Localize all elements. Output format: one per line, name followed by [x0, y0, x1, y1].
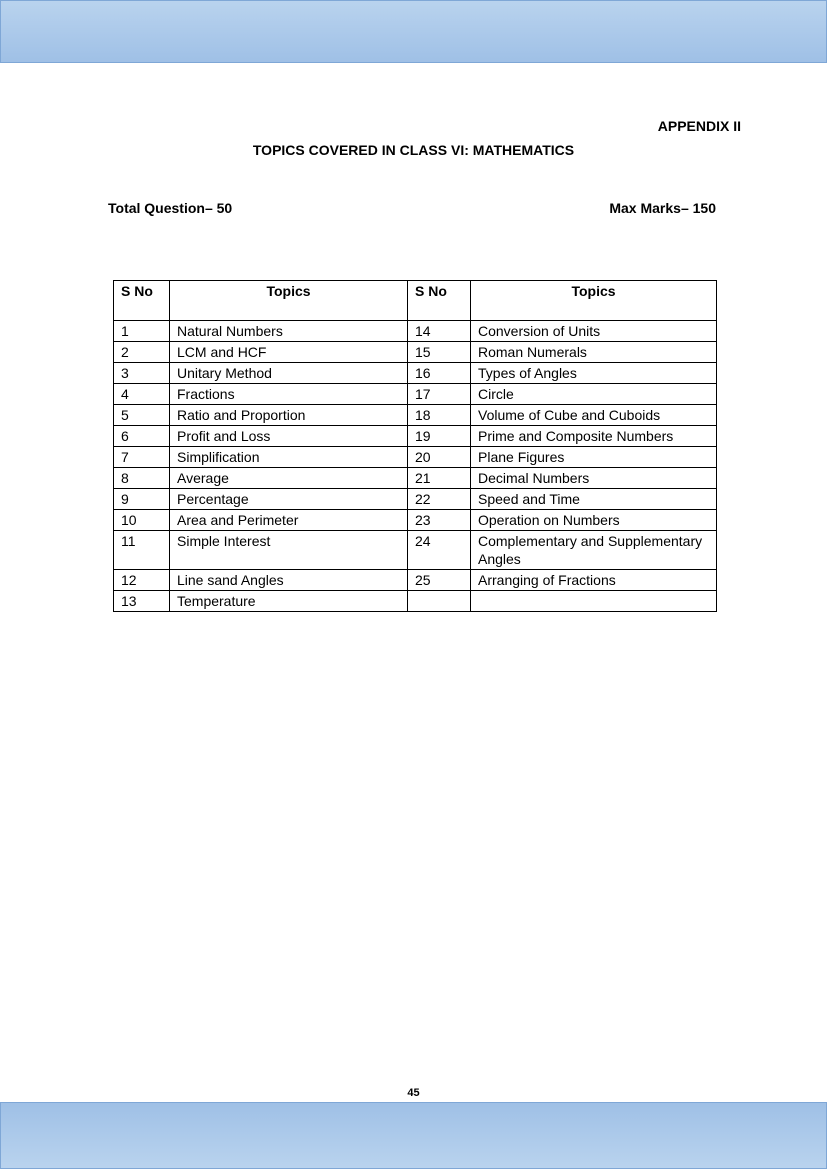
topic-cell: Conversion of Units: [471, 321, 717, 342]
header-sno-left: S No: [114, 281, 170, 321]
header-sno-right: S No: [408, 281, 471, 321]
topic-cell: Percentage: [170, 489, 408, 510]
serial-number-cell: 4: [114, 384, 170, 405]
topics-table: [113, 280, 717, 612]
appendix-label: APPENDIX II: [657, 118, 741, 134]
footer-band: [0, 1102, 827, 1169]
serial-number-cell: 25: [408, 570, 471, 591]
serial-number-cell: 8: [114, 468, 170, 489]
serial-number-cell: 14: [408, 321, 471, 342]
serial-number-cell: 24: [408, 531, 471, 570]
serial-number-cell: [408, 591, 471, 612]
topic-cell: [471, 591, 717, 612]
table-row: [114, 363, 717, 384]
table-header-row: [114, 281, 717, 321]
topic-cell: Complementary and Supplementary Angles: [471, 531, 717, 570]
topic-cell: Area and Perimeter: [170, 510, 408, 531]
serial-number-cell: 6: [114, 426, 170, 447]
topic-cell: Unitary Method: [170, 363, 408, 384]
serial-number-cell: 13: [114, 591, 170, 612]
serial-number-cell: 20: [408, 447, 471, 468]
header-topics-left: Topics: [170, 281, 408, 321]
max-marks: Max Marks– 150: [609, 200, 716, 216]
topic-cell: Decimal Numbers: [471, 468, 717, 489]
serial-number-cell: 21: [408, 468, 471, 489]
table-row: [114, 531, 717, 570]
table-row: [114, 426, 717, 447]
topic-cell: Circle: [471, 384, 717, 405]
header-topics-right: Topics: [471, 281, 717, 321]
table-row: [114, 342, 717, 363]
serial-number-cell: 17: [408, 384, 471, 405]
topic-cell: LCM and HCF: [170, 342, 408, 363]
topic-cell: Volume of Cube and Cuboids: [471, 405, 717, 426]
table-row: [114, 447, 717, 468]
serial-number-cell: 3: [114, 363, 170, 384]
header-band: [0, 0, 827, 63]
topic-cell: Arranging of Fractions: [471, 570, 717, 591]
topic-cell: Natural Numbers: [170, 321, 408, 342]
table-row: [114, 405, 717, 426]
serial-number-cell: 23: [408, 510, 471, 531]
topic-cell: Speed and Time: [471, 489, 717, 510]
topic-cell: Simple Interest: [170, 531, 408, 570]
table-row: [114, 591, 717, 612]
topic-cell: Line sand Angles: [170, 570, 408, 591]
serial-number-cell: 12: [114, 570, 170, 591]
serial-number-cell: 7: [114, 447, 170, 468]
topic-cell: Operation on Numbers: [471, 510, 717, 531]
total-questions: Total Question– 50: [108, 200, 233, 216]
serial-number-cell: 16: [408, 363, 471, 384]
topic-cell: Roman Numerals: [471, 342, 717, 363]
table-row: [114, 570, 717, 591]
page-title: TOPICS COVERED IN CLASS VI: MATHEMATICS: [252, 142, 575, 158]
table-row: [114, 384, 717, 405]
serial-number-cell: 22: [408, 489, 471, 510]
serial-number-cell: 11: [114, 531, 170, 570]
serial-number-cell: 2: [114, 342, 170, 363]
table-row: [114, 468, 717, 489]
topic-cell: Fractions: [170, 384, 408, 405]
serial-number-cell: 18: [408, 405, 471, 426]
topic-cell: Types of Angles: [471, 363, 717, 384]
table-row: [114, 321, 717, 342]
topic-cell: Average: [170, 468, 408, 489]
serial-number-cell: 1: [114, 321, 170, 342]
table-body: [114, 321, 717, 612]
serial-number-cell: 5: [114, 405, 170, 426]
table-row: [114, 489, 717, 510]
topic-cell: Plane Figures: [471, 447, 717, 468]
topic-cell: Simplification: [170, 447, 408, 468]
topic-cell: Prime and Composite Numbers: [471, 426, 717, 447]
serial-number-cell: 19: [408, 426, 471, 447]
serial-number-cell: 10: [114, 510, 170, 531]
topic-cell: Profit and Loss: [170, 426, 408, 447]
topic-cell: Temperature: [170, 591, 408, 612]
serial-number-cell: 15: [408, 342, 471, 363]
page-number: 45: [407, 1087, 420, 1099]
serial-number-cell: 9: [114, 489, 170, 510]
topic-cell: Ratio and Proportion: [170, 405, 408, 426]
table-row: [114, 510, 717, 531]
